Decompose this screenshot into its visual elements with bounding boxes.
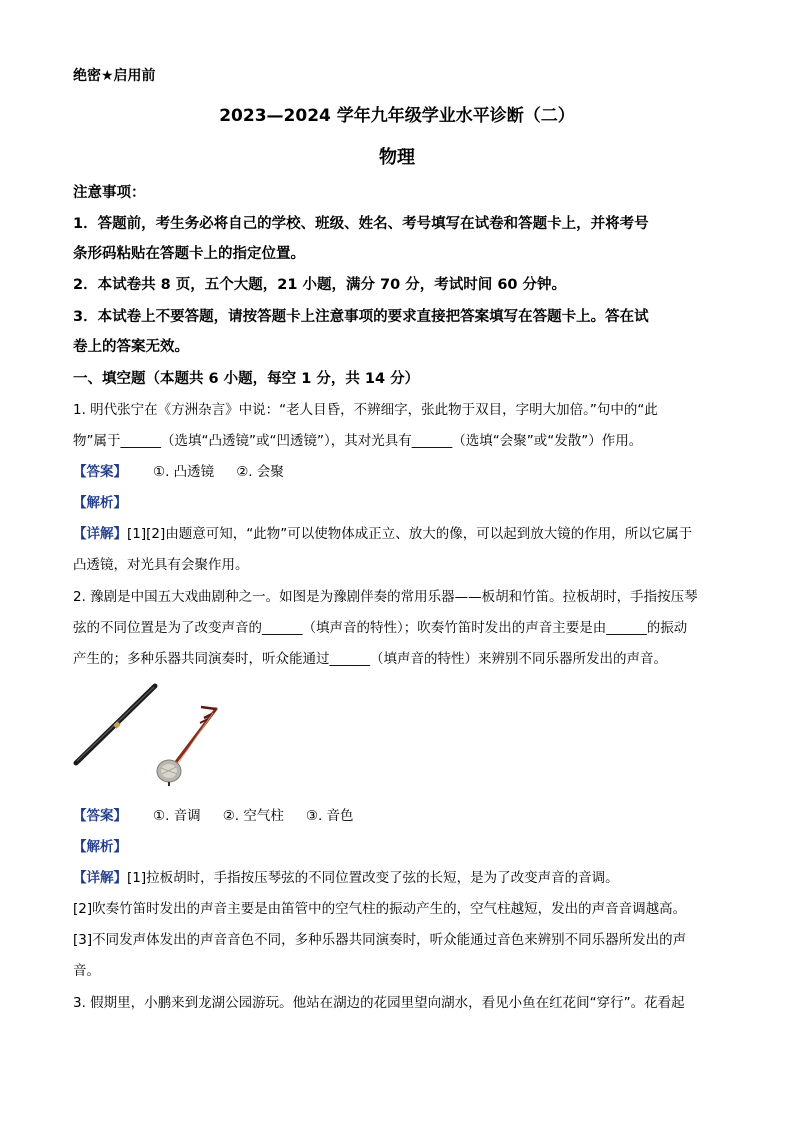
banhu-icon (157, 707, 216, 786)
question-3-text: 3. 假期里，小鹏来到龙湖公园游玩。他站在湖边的花园里望向湖水，看见小鱼在红花间“穿行”。花看起 (73, 995, 685, 1011)
answer-option: ③. 音色 (305, 808, 354, 824)
analysis-tag: 【解析】 (73, 839, 127, 855)
detail-text: [1]拉板胡时，手指按压琴弦的不同位置改变了弦的长短，是为了改变声音的音调。 (127, 870, 619, 886)
subject-title: 物理 (379, 147, 415, 168)
bamboo-flute-icon (76, 686, 155, 763)
notice-line: 条形码粘贴在答题卡上的指定位置。 (73, 246, 305, 262)
question-2-text: 2. 豫剧是中国五大戏曲剧种之一。如图是为豫剧伴奏的常用乐器——板胡和竹笛。拉板胡时，手指按压琴 (73, 589, 698, 605)
answer-row-2 (73, 806, 354, 826)
notice-line: 2．本试卷共 8 页，五个大题，21 小题，满分 70 分，考试时间 60 分钟。 (73, 277, 567, 293)
question-1-text: 1. 明代张宁在《方洲杂言》中说：“老人目昏，不辨细字，张此物于双目，字明大加倍。”句中的“此 (73, 402, 658, 418)
detail-line (73, 524, 692, 544)
answer-row-1 (73, 462, 284, 482)
detail-tag: 【详解】 (73, 870, 127, 886)
section-heading: 一、填空题（本题共 6 小题，每空 1 分，共 14 分） (73, 371, 420, 387)
detail-line: 凸透镜，对光具有会聚作用。 (73, 557, 249, 573)
question-2-text: 产生的；多种乐器共同演奏时，听众能通过______（填声音的特性）来辨别不同乐器所发出的声音。 (73, 651, 667, 667)
answer-option: ②. 空气柱 (222, 808, 284, 824)
exam-title: 2023—2024 学年九年级学业水平诊断（二） (219, 106, 575, 126)
detail-line: [2]吹奏竹笛时发出的声音主要是由笛管中的空气柱的振动产生的，空气柱越短，发出的声音音调越高。 (73, 901, 687, 917)
confidential-mark: 绝密★启用前 (73, 68, 156, 84)
question-2-text: 弦的不同位置是为了改变声音的______（填声音的特性）；吹奏竹笛时发出的声音主要是由______的振动 (73, 620, 688, 636)
notice-line: 3．本试卷上不要答题，请按答题卡上注意事项的要求直接把答案填写在答题卡上。答在试 (73, 309, 649, 325)
question-1-text: 物”属于______（选填“凸透镜”或“凹透镜”），其对光具有______（选填“会聚”或“发散”）作用。 (73, 433, 643, 449)
notice-line: 1．答题前，考生务必将自己的学校、班级、姓名、考号填写在试卷和答题卡上，并将考号 (73, 216, 649, 232)
answer-tag: 【答案】 (73, 464, 127, 480)
detail-line: 音。 (73, 963, 100, 979)
answer-option: ②. 会聚 (236, 464, 284, 480)
answer-option: ①. 音调 (153, 808, 201, 824)
notice-heading: 注意事项： (73, 185, 146, 201)
detail-tag: 【详解】 (73, 526, 127, 542)
answer-tag: 【答案】 (73, 808, 127, 824)
instruments-figure (73, 683, 223, 788)
answer-option: ①. 凸透镜 (153, 464, 215, 480)
notice-line: 卷上的答案无效。 (73, 339, 189, 355)
detail-line (73, 868, 619, 888)
analysis-tag: 【解析】 (73, 495, 127, 511)
detail-line: [3]不同发声体发出的声音音色不同，多种乐器共同演奏时，听众能通过音色来辨别不同乐器所发出的声 (73, 932, 687, 948)
detail-text: [1][2]由题意可知，“此物”可以使物体成正立、放大的像，可以起到放大镜的作用，所以它属于 (127, 526, 693, 542)
